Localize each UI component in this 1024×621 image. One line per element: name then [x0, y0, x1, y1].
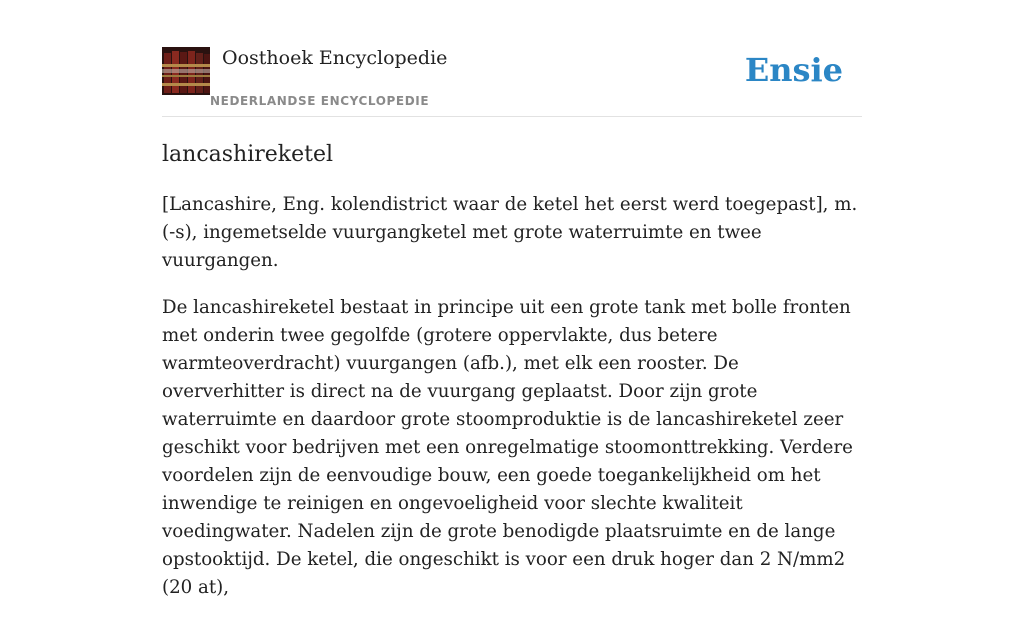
site-header	[162, 0, 862, 117]
site-title[interactable]: Oosthoek Encyclopedie	[222, 47, 448, 69]
encyclopedia-books-avatar[interactable]	[162, 47, 210, 95]
site-subtitle: NEDERLANDSE ENCYCLOPEDIE	[210, 94, 430, 108]
article-title: lancashireketel	[162, 142, 334, 167]
ensie-logo-link[interactable]: Ensie	[744, 51, 843, 89]
article	[162, 138, 862, 621]
books-image-icon	[162, 47, 210, 95]
article-paragraph-description: De lancashireketel bestaat in principe uit een grote tank met bolle fronten met onderin twee gegolfde (grotere oppervlakte, dus betere warmteoverdracht) vuurgangen (afb.), met elk een rooster. De oververhitter is direct na de vuurgang geplaatst. Door zijn grote waterruimte en daardoor grote stoomproduktie is de lancashireketel zeer geschikt voor bedrijven met een onregelmatige stoomonttrekking. Verdere voordelen zijn de eenvoudige bouw, een goede toegankelijkheid om het inwendige te reinigen en ongevoeligheid voor slechte kwaliteit voedingwater. Nadelen zijn de grote benodigde plaatsruimte en de lange opstooktijd. De ketel, die ongeschikt is voor een druk hoger dan 2 N/mm2 (20 at),	[162, 297, 853, 598]
article-paragraph-definition: [Lancashire, Eng. kolendistrict waar de ketel het eerst werd toegepast], m. (-s), ingemetselde vuurgangketel met grote waterruimte en twee vuurgangen.	[162, 194, 858, 271]
